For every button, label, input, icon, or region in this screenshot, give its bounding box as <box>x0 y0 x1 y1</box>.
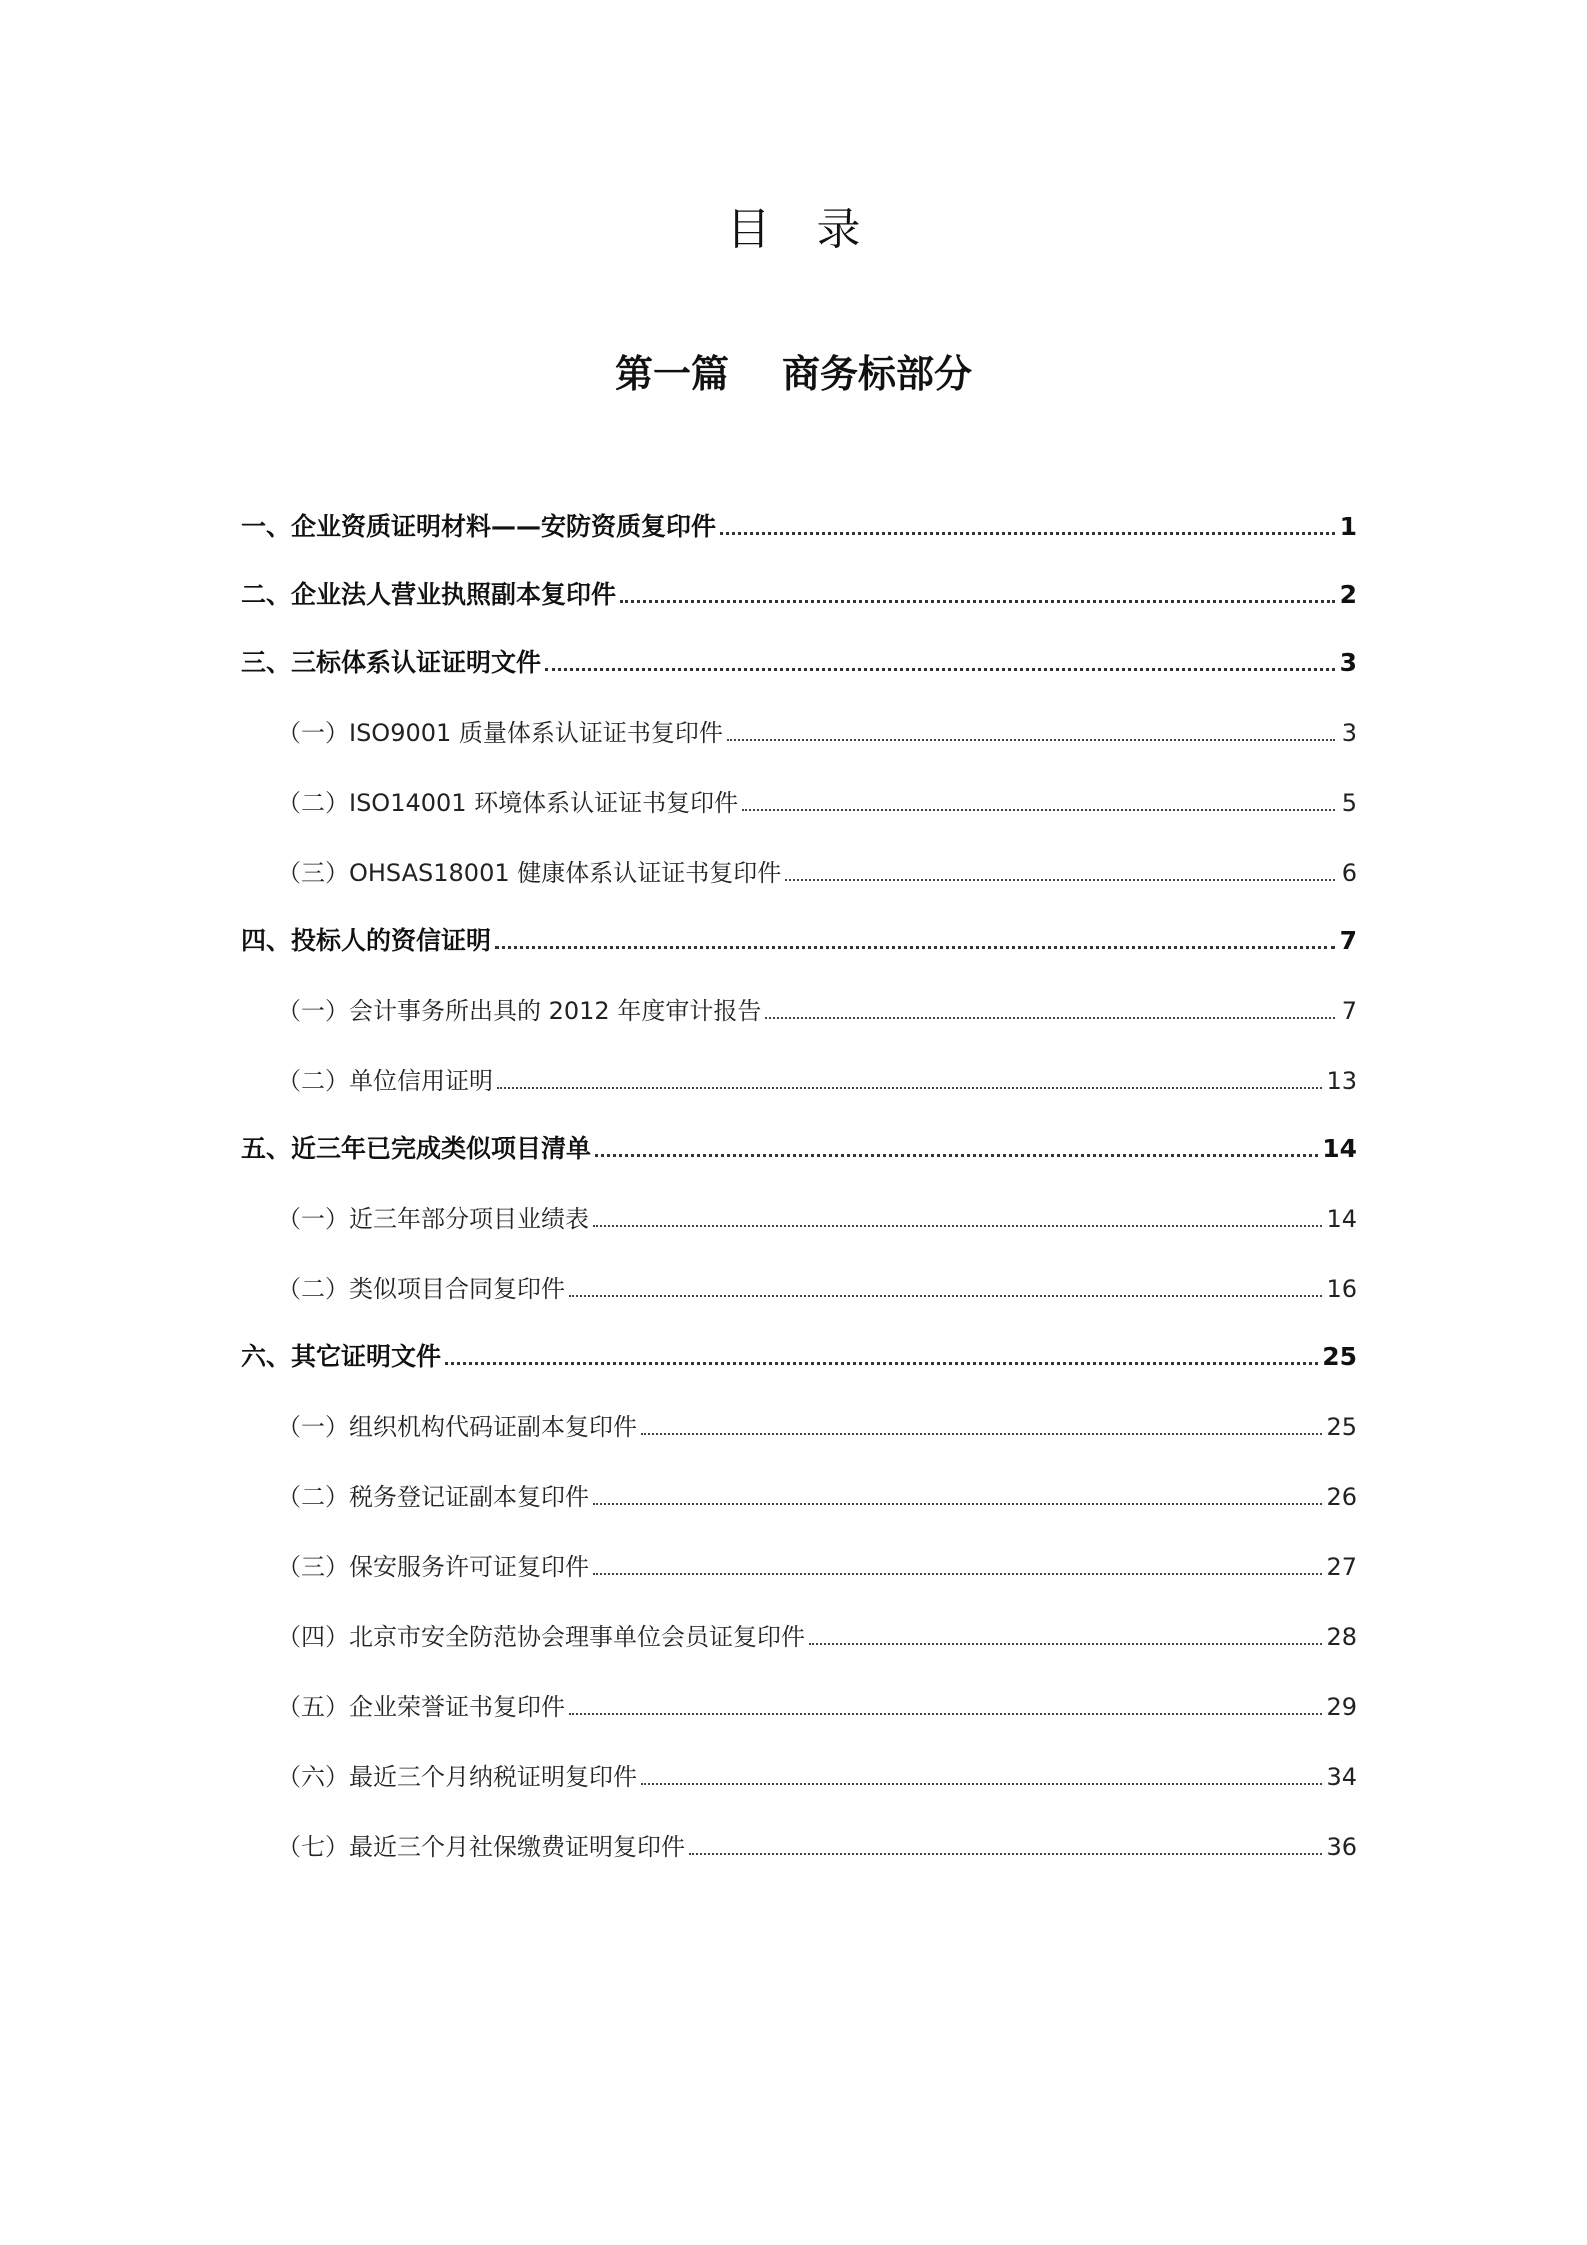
toc-entry[interactable] <box>241 578 1357 612</box>
dot-leader <box>593 1503 1322 1505</box>
toc-entry[interactable] <box>241 1132 1357 1166</box>
toc-subentry-page-number: 6 <box>1341 859 1357 887</box>
toc-subentry-page-number: 7 <box>1341 997 1357 1025</box>
dot-leader <box>593 1573 1322 1575</box>
toc-entry-page-number: 25 <box>1322 1342 1357 1371</box>
toc-entry-page-number: 1 <box>1339 512 1357 541</box>
toc-entry-label: 二、企业法人营业执照副本复印件 <box>241 580 617 609</box>
toc-subentry-page-number: 36 <box>1326 1833 1357 1861</box>
dot-leader <box>809 1643 1322 1645</box>
toc-subentry-label: （三）OHSAS18001 健康体系认证证书复印件 <box>277 859 782 887</box>
toc-subentry[interactable] <box>241 1064 1357 1098</box>
toc-subentry-label: （一）会计事务所出具的 2012 年度审计报告 <box>277 997 762 1025</box>
toc-subentry-page-number: 34 <box>1326 1763 1357 1791</box>
dot-leader <box>497 1087 1322 1089</box>
toc-subentry-label: （一）ISO9001 质量体系认证证书复印件 <box>277 719 723 747</box>
toc-subentry-page-number: 25 <box>1326 1413 1357 1441</box>
dot-leader <box>727 739 1335 741</box>
toc-entry-page-number: 7 <box>1339 926 1357 955</box>
toc-subentry[interactable] <box>241 1620 1357 1654</box>
toc-subentry[interactable] <box>241 1550 1357 1584</box>
toc-subentry[interactable] <box>241 1202 1357 1236</box>
dot-leader <box>445 1362 1318 1365</box>
dot-leader <box>689 1853 1322 1855</box>
dot-leader <box>569 1713 1322 1715</box>
toc-entry-page-number: 3 <box>1339 648 1357 677</box>
toc-entry-label: 六、其它证明文件 <box>241 1342 442 1371</box>
toc-entry-page-number: 14 <box>1322 1134 1357 1163</box>
toc-entry[interactable] <box>241 510 1357 544</box>
dot-leader <box>742 809 1335 811</box>
toc-subentry-page-number: 28 <box>1326 1623 1357 1651</box>
dot-leader <box>785 879 1335 881</box>
toc-subentry[interactable] <box>241 716 1357 750</box>
part-title: 第一篇 商务标部分 <box>615 351 972 396</box>
dot-leader <box>495 946 1335 949</box>
dot-leader <box>545 668 1335 671</box>
toc-entry-label: 三、三标体系认证证明文件 <box>241 648 542 677</box>
toc-subentry-label: （二）类似项目合同复印件 <box>277 1275 565 1303</box>
toc-subentry[interactable] <box>241 1480 1357 1514</box>
dot-leader <box>593 1225 1322 1227</box>
toc-subentry[interactable] <box>241 1760 1357 1794</box>
toc-subentry[interactable] <box>241 1272 1357 1306</box>
toc-entry-label: 一、企业资质证明材料——安防资质复印件 <box>241 512 717 541</box>
dot-leader <box>620 600 1335 603</box>
toc-subentry[interactable] <box>241 856 1357 890</box>
dot-leader <box>765 1017 1335 1019</box>
toc-subentry[interactable] <box>241 1690 1357 1724</box>
toc-subentry-label: （一）近三年部分项目业绩表 <box>277 1205 589 1233</box>
dot-leader <box>641 1783 1322 1785</box>
toc-subentry-label: （五）企业荣誉证书复印件 <box>277 1693 565 1721</box>
dot-leader <box>595 1154 1318 1157</box>
toc-subentry-page-number: 26 <box>1326 1483 1357 1511</box>
toc-subentry-page-number: 27 <box>1326 1553 1357 1581</box>
toc-subentry[interactable] <box>241 786 1357 820</box>
toc-subentry-label: （六）最近三个月纳税证明复印件 <box>277 1763 637 1791</box>
dot-leader <box>641 1433 1322 1435</box>
toc-subentry[interactable] <box>241 994 1357 1028</box>
toc-subentry-label: （二）单位信用证明 <box>277 1067 493 1095</box>
toc-subentry-page-number: 5 <box>1341 789 1357 817</box>
toc-subentry-page-number: 29 <box>1326 1693 1357 1721</box>
toc-subentry-label: （二）ISO14001 环境体系认证证书复印件 <box>277 789 739 817</box>
page-title: 目录 <box>726 204 907 255</box>
toc-subentry-label: （三）保安服务许可证复印件 <box>277 1553 589 1581</box>
toc-subentry-label: （四）北京市安全防范协会理事单位会员证复印件 <box>277 1623 805 1651</box>
table-of-contents <box>241 510 1357 1864</box>
toc-subentry[interactable] <box>241 1830 1357 1864</box>
toc-subentry-page-number: 13 <box>1326 1067 1357 1095</box>
toc-entry[interactable] <box>241 924 1357 958</box>
dot-leader <box>720 532 1335 535</box>
toc-entry-label: 四、投标人的资信证明 <box>241 926 492 955</box>
toc-entry-page-number: 2 <box>1339 580 1357 609</box>
toc-subentry-page-number: 16 <box>1326 1275 1357 1303</box>
toc-subentry-page-number: 3 <box>1341 719 1357 747</box>
toc-subentry-label: （二）税务登记证副本复印件 <box>277 1483 589 1511</box>
toc-subentry-label: （一）组织机构代码证副本复印件 <box>277 1413 637 1441</box>
dot-leader <box>569 1295 1322 1297</box>
toc-entry[interactable] <box>241 1340 1357 1374</box>
toc-entry[interactable] <box>241 646 1357 680</box>
toc-subentry-label: （七）最近三个月社保缴费证明复印件 <box>277 1833 685 1861</box>
toc-subentry[interactable] <box>241 1410 1357 1444</box>
toc-entry-label: 五、近三年已完成类似项目清单 <box>241 1134 592 1163</box>
toc-subentry-page-number: 14 <box>1326 1205 1357 1233</box>
